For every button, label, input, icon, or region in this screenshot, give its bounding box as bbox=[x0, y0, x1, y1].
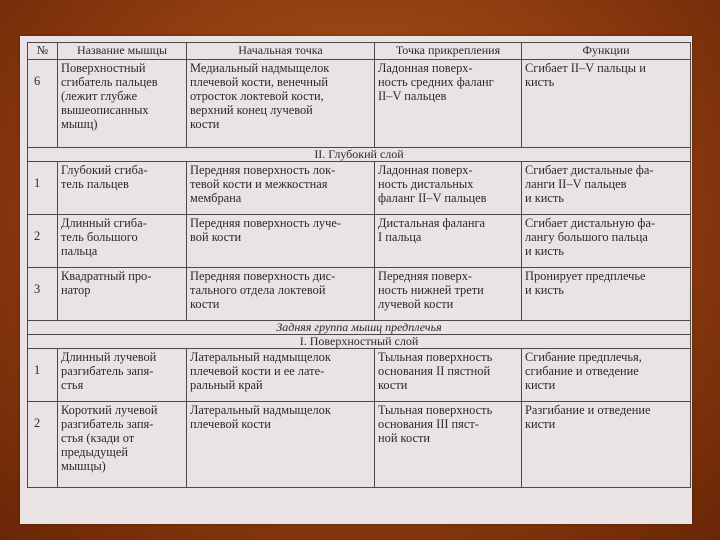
muscle-insertion: Ладонная поверх- ность дистальных фаланг II–V пальцев bbox=[375, 162, 522, 215]
table-row bbox=[28, 162, 691, 215]
muscle-insertion: Передняя поверх- ность нижней трети лучевой кости bbox=[375, 268, 522, 321]
header-insertion: Точка прикрепления bbox=[375, 43, 522, 60]
section-title: I. Поверхностный слой bbox=[28, 335, 691, 349]
muscle-name: Длинный сгиба- тель большого пальца bbox=[58, 215, 187, 268]
muscle-origin: Латеральный надмыщелок плечевой кости bbox=[187, 402, 375, 488]
muscle-name: Квадратный про- натор bbox=[58, 268, 187, 321]
muscle-function: Сгибает II–V пальцы и кисть bbox=[522, 60, 691, 148]
row-number: 2 bbox=[28, 215, 58, 268]
muscle-insertion: Дистальная фаланга I пальца bbox=[375, 215, 522, 268]
muscle-origin: Латеральный надмыщелок плечевой кости и ее лате- ральный край bbox=[187, 349, 375, 402]
scanned-table-page bbox=[20, 36, 692, 524]
row-number: 1 bbox=[28, 162, 58, 215]
muscle-function: Сгибает дистальные фа- ланги II–V пальцев и кисть bbox=[522, 162, 691, 215]
muscle-insertion: Тыльная поверхность основания II пястной кости bbox=[375, 349, 522, 402]
muscle-name: Длинный лучевой разгибатель запя- стья bbox=[58, 349, 187, 402]
header-muscle-name: Название мышцы bbox=[58, 43, 187, 60]
muscle-origin: Передняя поверхность луче- вой кости bbox=[187, 215, 375, 268]
section-row-surface bbox=[28, 335, 691, 349]
group-title: Задняя группа мышц предплечья bbox=[28, 321, 691, 335]
muscle-insertion: Тыльная поверхность основания III пяст- ной кости bbox=[375, 402, 522, 488]
row-number: 6 bbox=[28, 60, 58, 148]
table-header-row bbox=[28, 43, 691, 60]
muscle-origin: Медиальный надмыщелок плечевой кости, венечный отросток локтевой кости, верхний конец лучевой кости bbox=[187, 60, 375, 148]
header-function: Функции bbox=[522, 43, 691, 60]
muscle-origin: Передняя поверхность лок- тевой кости и межкостная мембрана bbox=[187, 162, 375, 215]
header-number: № bbox=[28, 43, 58, 60]
table-row bbox=[28, 268, 691, 321]
header-origin: Начальная точка bbox=[187, 43, 375, 60]
table-row bbox=[28, 60, 691, 148]
muscle-function: Сгибает дистальную фа- лангу большого пальца и кисть bbox=[522, 215, 691, 268]
muscle-name: Глубокий сгиба- тель пальцев bbox=[58, 162, 187, 215]
muscle-name: Поверхностный сгибатель пальцев (лежит глубже вышеописанных мышц) bbox=[58, 60, 187, 148]
muscle-function: Разгибание и отведение кисти bbox=[522, 402, 691, 488]
section-row-deep bbox=[28, 148, 691, 162]
muscle-origin: Передняя поверхность дис- тального отдела локтевой кости bbox=[187, 268, 375, 321]
muscle-name: Короткий лучевой разгибатель запя- стья (кзади от предыдущей мышцы) bbox=[58, 402, 187, 488]
muscle-table bbox=[27, 42, 691, 488]
table-row bbox=[28, 215, 691, 268]
muscle-function: Пронирует предплечье и кисть bbox=[522, 268, 691, 321]
row-number: 2 bbox=[28, 402, 58, 488]
row-number: 1 bbox=[28, 349, 58, 402]
group-row-back bbox=[28, 321, 691, 335]
section-title: II. Глубокий слой bbox=[28, 148, 691, 162]
muscle-insertion: Ладонная поверх- ность средних фаланг II–V пальцев bbox=[375, 60, 522, 148]
row-number: 3 bbox=[28, 268, 58, 321]
muscle-function: Сгибание предплечья, сгибание и отведение кисти bbox=[522, 349, 691, 402]
table-row bbox=[28, 349, 691, 402]
table-row bbox=[28, 402, 691, 488]
